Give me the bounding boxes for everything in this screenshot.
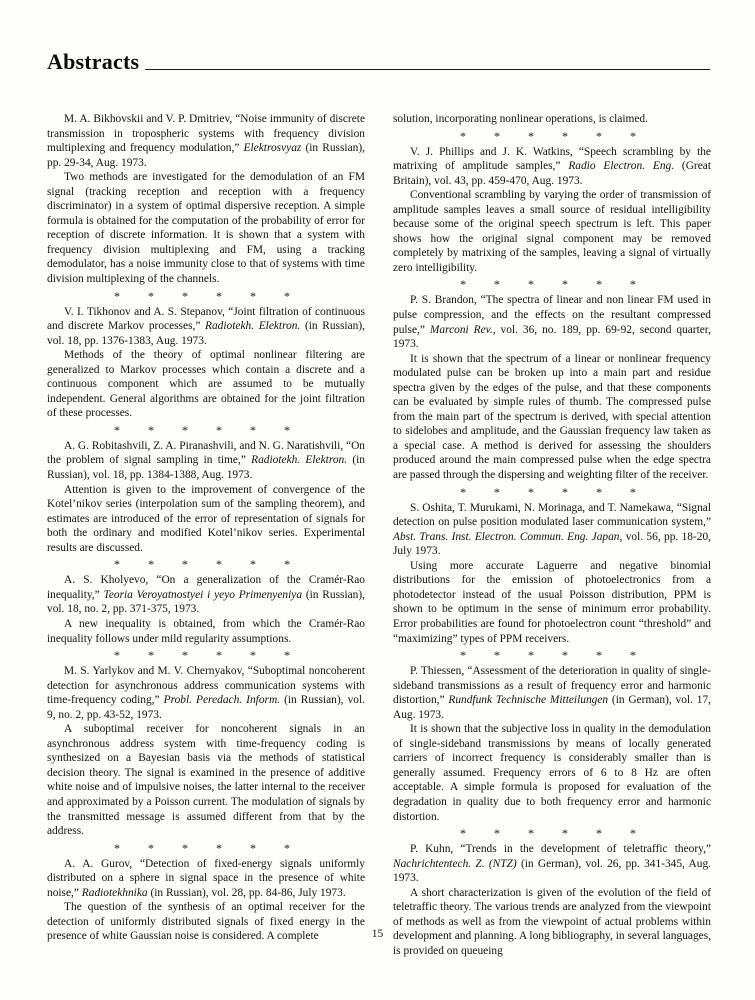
asterisk-glyph: * bbox=[528, 826, 534, 841]
asterisk-glyph: * bbox=[114, 840, 120, 855]
asterisk-glyph: * bbox=[562, 128, 568, 143]
abstract-paragraph: Conventional scrambling by varying the order of transmission of amplitude samples leaves a small source of residual intelligibility because some of the original speech spectrum is left. This paper shows how the original signal component may be removed completely by matrixing of the samples, leaving a signal of virtually zero intelligibility. bbox=[393, 189, 711, 274]
asterisk-glyph: * bbox=[562, 484, 568, 499]
asterisk-glyph: * bbox=[216, 648, 222, 663]
citation-paragraph: A. A. Gurov, “Detection of fixed-energy signals uniformly distributed on a sphere in signal space in the presence of white noise,” Radiotekhnika (in Russian), vol. 28, pp. 84-86, July 1973. bbox=[47, 857, 365, 899]
two-column-body bbox=[47, 112, 711, 958]
asterisk-glyph: * bbox=[216, 422, 222, 437]
asterisk-glyph: * bbox=[494, 277, 500, 292]
abstract-paragraph: A suboptimal receiver for noncoherent signals in an asynchronous address system with time-frequency coding is synthesized on a Bayesian basis via the methods of statistical decision theory. The signal is examined in the presence of additive white noise and of impulsive noises, the latter internal to the receiver and approximated by a Poisson current. The modulation of signals by the transmitted message is assumed different from that by the address. bbox=[47, 723, 365, 838]
column-right bbox=[393, 112, 711, 958]
asterisk-separator bbox=[393, 278, 711, 291]
abstract-paragraph: A new inequality is obtained, from which the Cramér-Rao inequality follows under mild regularity assumptions. bbox=[47, 617, 365, 645]
asterisk-glyph: * bbox=[460, 484, 466, 499]
asterisk-separator bbox=[47, 558, 365, 571]
asterisk-glyph: * bbox=[284, 422, 290, 437]
asterisk-separator bbox=[393, 486, 711, 499]
asterisk-separator bbox=[393, 130, 711, 143]
asterisk-glyph: * bbox=[528, 648, 534, 663]
citation-paragraph: M. S. Yarlykov and M. V. Chernyakov, “Suboptimal noncoherent detection for asynchronous address communication systems with time-frequency coding,” Probl. Peredach. Inform. (in Russian), vol. 9, no. 2, pp. 43-52, 1973. bbox=[47, 665, 365, 721]
asterisk-glyph: * bbox=[460, 128, 466, 143]
citation-paragraph: S. Oshita, T. Murukami, N. Morinaga, and T. Namekawa, “Signal detection on pulse position modulated laser communication system,” Abst. Trans. Inst. Electron. Commun. Eng. Japan, vol. 56, pp. 18-20, July 1973. bbox=[393, 501, 711, 558]
asterisk-glyph: * bbox=[562, 277, 568, 292]
abstract-paragraph: Methods of the theory of optimal nonlinear filtering are generalized to Markov processes which contain a discrete and a continuous component which are assumed to be mutually independent. General algorithms are obtained for the joint filtration of these processes. bbox=[47, 349, 365, 420]
asterisk-glyph: * bbox=[494, 826, 500, 841]
asterisk-glyph: * bbox=[494, 484, 500, 499]
page-title: Abstracts bbox=[47, 49, 140, 74]
asterisk-glyph: * bbox=[596, 277, 602, 292]
asterisk-glyph: * bbox=[250, 422, 256, 437]
asterisk-glyph: * bbox=[596, 128, 602, 143]
asterisk-glyph: * bbox=[460, 826, 466, 841]
asterisk-glyph: * bbox=[148, 557, 154, 572]
citation-paragraph: V. J. Phillips and J. K. Watkins, “Speech scrambling by the matrixing of amplitude samples,” Radio Electron. Eng. (Great Britain), vol. 43, pp. 459-470, Aug. 1973. bbox=[393, 145, 711, 187]
asterisk-glyph: * bbox=[182, 648, 188, 663]
asterisk-separator bbox=[47, 842, 365, 855]
asterisk-glyph: * bbox=[630, 277, 636, 292]
asterisk-glyph: * bbox=[250, 288, 256, 303]
asterisk-glyph: * bbox=[250, 557, 256, 572]
asterisk-separator bbox=[47, 649, 365, 662]
asterisk-glyph: * bbox=[182, 557, 188, 572]
asterisk-glyph: * bbox=[284, 648, 290, 663]
asterisk-glyph: * bbox=[630, 826, 636, 841]
abstract-paragraph: A short characterization is given of the evolution of the field of teletraffic theory. The various trends are analyzed from the viewpoint of methods as well as from the viewpoint of actual problems within development and planning. A long bibliography, in several languages, is provided on queueing bbox=[393, 886, 711, 957]
asterisk-glyph: * bbox=[494, 128, 500, 143]
asterisk-glyph: * bbox=[148, 288, 154, 303]
asterisk-separator bbox=[393, 827, 711, 840]
asterisk-glyph: * bbox=[148, 422, 154, 437]
asterisk-glyph: * bbox=[114, 648, 120, 663]
asterisk-glyph: * bbox=[216, 557, 222, 572]
asterisk-glyph: * bbox=[114, 422, 120, 437]
asterisk-glyph: * bbox=[216, 288, 222, 303]
asterisk-glyph: * bbox=[114, 557, 120, 572]
asterisk-glyph: * bbox=[182, 840, 188, 855]
asterisk-glyph: * bbox=[250, 840, 256, 855]
citation-paragraph: A. S. Kholyevo, “On a generalization of the Cramér-Rao inequality,” Teoria Veroyatnostyei i yeyo Primenyeniya (in Russian), vol. 18, no. 2, pp. 371-375, 1973. bbox=[47, 574, 365, 616]
abstract-paragraph: Two methods are investigated for the demodulation of an FM signal (tracking reception and reception with a frequency discriminator) in a system of optimal dispersive reception. A simple formula is obtained for the computation of the probability of error for reception of discrete information. It is shown that a system with frequency division multiplexing and FM, using a tracking demodulator, has a noise immunity close to that of systems with time division multiplexing of the channels. bbox=[47, 171, 365, 286]
citation-paragraph: A. G. Robitashvili, Z. A. Piranashvili, and N. G. Naratishvili, “On the problem of signal sampling in time,” Radiotekh. Elektron. (in Russian), vol. 18, pp. 1384-1388, Aug. 1973. bbox=[47, 439, 365, 482]
asterisk-glyph: * bbox=[148, 840, 154, 855]
abstract-paragraph: It is shown that the subjective loss in quality in the demodulation of single-sideband transmissions by means of locally generated carriers of incorrect frequency is considerably smaller than is generally assumed. Frequency errors of 6 to 8 Hz are often acceptable. A simple formula is proposed for evaluation of the degradation in quality due to both frequency error and harmonic distortion. bbox=[393, 723, 711, 823]
abstract-paragraph: Using more accurate Laguerre and negative binomial distributions for the emission of photoelectronics from a photodetector instead of the usual Poisson distribution, PPM is shown to be optimum in the sense of minimum error probability. Error probabilities are found for photoelectron count “threshold” and “maximizing” types of PPM receivers. bbox=[393, 559, 711, 645]
asterisk-glyph: * bbox=[216, 840, 222, 855]
asterisk-glyph: * bbox=[460, 277, 466, 292]
citation-paragraph: P. Kuhn, “Trends in the development of teletraffic theory,” Nachrichtentech. Z. (NTZ) (in German), vol. 26, pp. 341-345, Aug. 1973. bbox=[393, 843, 711, 885]
asterisk-glyph: * bbox=[528, 484, 534, 499]
asterisk-glyph: * bbox=[630, 128, 636, 143]
citation-paragraph: P. S. Brandon, “The spectra of linear and non linear FM used in pulse compression, and the effects on the resultant compressed pulse,” Marconi Rev., vol. 36, no. 189, pp. 69-92, second quarter, 1973. bbox=[393, 294, 711, 351]
asterisk-glyph: * bbox=[284, 288, 290, 303]
asterisk-glyph: * bbox=[182, 422, 188, 437]
asterisk-glyph: * bbox=[596, 484, 602, 499]
asterisk-glyph: * bbox=[182, 288, 188, 303]
asterisk-glyph: * bbox=[562, 826, 568, 841]
abstract-paragraph: Attention is given to the improvement of convergence of the Kotel’nikov series (interpolation sum of the sampling theorem), and estimates are introduced of the error of representation of signals for both the ordinary and modified Kotel’nikov series. Experimental results are discussed. bbox=[47, 483, 365, 554]
asterisk-glyph: * bbox=[148, 648, 154, 663]
asterisk-glyph: * bbox=[528, 277, 534, 292]
abstract-paragraph: It is shown that the spectrum of a linear or nonlinear frequency modulated pulse can be broken up into a main part and residue spectra given by the edges of the pulse, and that these components can be evaluated by simple rules of thumb. The compressed pulse from the main part of the spectrum is derived, with special attention to sidelobes and amplitude, and the Gaussian frequency law taken as a special case. A method is derived for assessing the shoulders produced around the main compressed pulse when the edge spectra are passed through the dispersing and weighting filter of the receiver. bbox=[393, 352, 711, 482]
page-header bbox=[47, 40, 710, 74]
citation-paragraph: M. A. Bikhovskii and V. P. Dmitriev, “Noise immunity of discrete transmission in tropospheric systems with frequency division multiplexing and frequency modulation,” Elektrosvyaz (in Russian), pp. 29-34, Aug. 1973. bbox=[47, 113, 365, 169]
asterisk-separator bbox=[393, 649, 711, 662]
abstract-continuation: solution, incorporating nonlinear operations, is claimed. bbox=[393, 113, 648, 125]
asterisk-glyph: * bbox=[562, 648, 568, 663]
citation-paragraph: P. Thiessen, “Assessment of the deterioration in quality of single-sideband transmissions as a result of frequency error and harmonic distortion,” Rundfunk Technische Mitteilungen (in German), vol. 17, Aug. 1973. bbox=[393, 665, 711, 721]
page-number: 15 bbox=[371, 928, 384, 940]
asterisk-glyph: * bbox=[494, 648, 500, 663]
citation-paragraph: V. I. Tikhonov and A. S. Stepanov, “Joint filtration of continuous and discrete Markov processes,” Radiotekh. Elektron. (in Russian), vol. 18, pp. 1376-1383, Aug. 1973. bbox=[47, 305, 365, 347]
asterisk-glyph: * bbox=[284, 840, 290, 855]
asterisk-glyph: * bbox=[528, 128, 534, 143]
asterisk-separator bbox=[47, 424, 365, 437]
column-left bbox=[47, 112, 365, 958]
asterisk-separator bbox=[47, 290, 365, 303]
asterisk-glyph: * bbox=[596, 826, 602, 841]
asterisk-glyph: * bbox=[250, 648, 256, 663]
header-rule bbox=[145, 69, 710, 70]
asterisk-glyph: * bbox=[596, 648, 602, 663]
asterisk-glyph: * bbox=[460, 648, 466, 663]
asterisk-glyph: * bbox=[114, 288, 120, 303]
abstract-paragraph: The question of the synthesis of an optimal receiver for the detection of uniformly distributed signals of fixed energy in the presence of white Gaussian noise is considered. A complete bbox=[47, 901, 365, 943]
asterisk-glyph: * bbox=[284, 557, 290, 572]
asterisk-glyph: * bbox=[630, 484, 636, 499]
asterisk-glyph: * bbox=[630, 648, 636, 663]
